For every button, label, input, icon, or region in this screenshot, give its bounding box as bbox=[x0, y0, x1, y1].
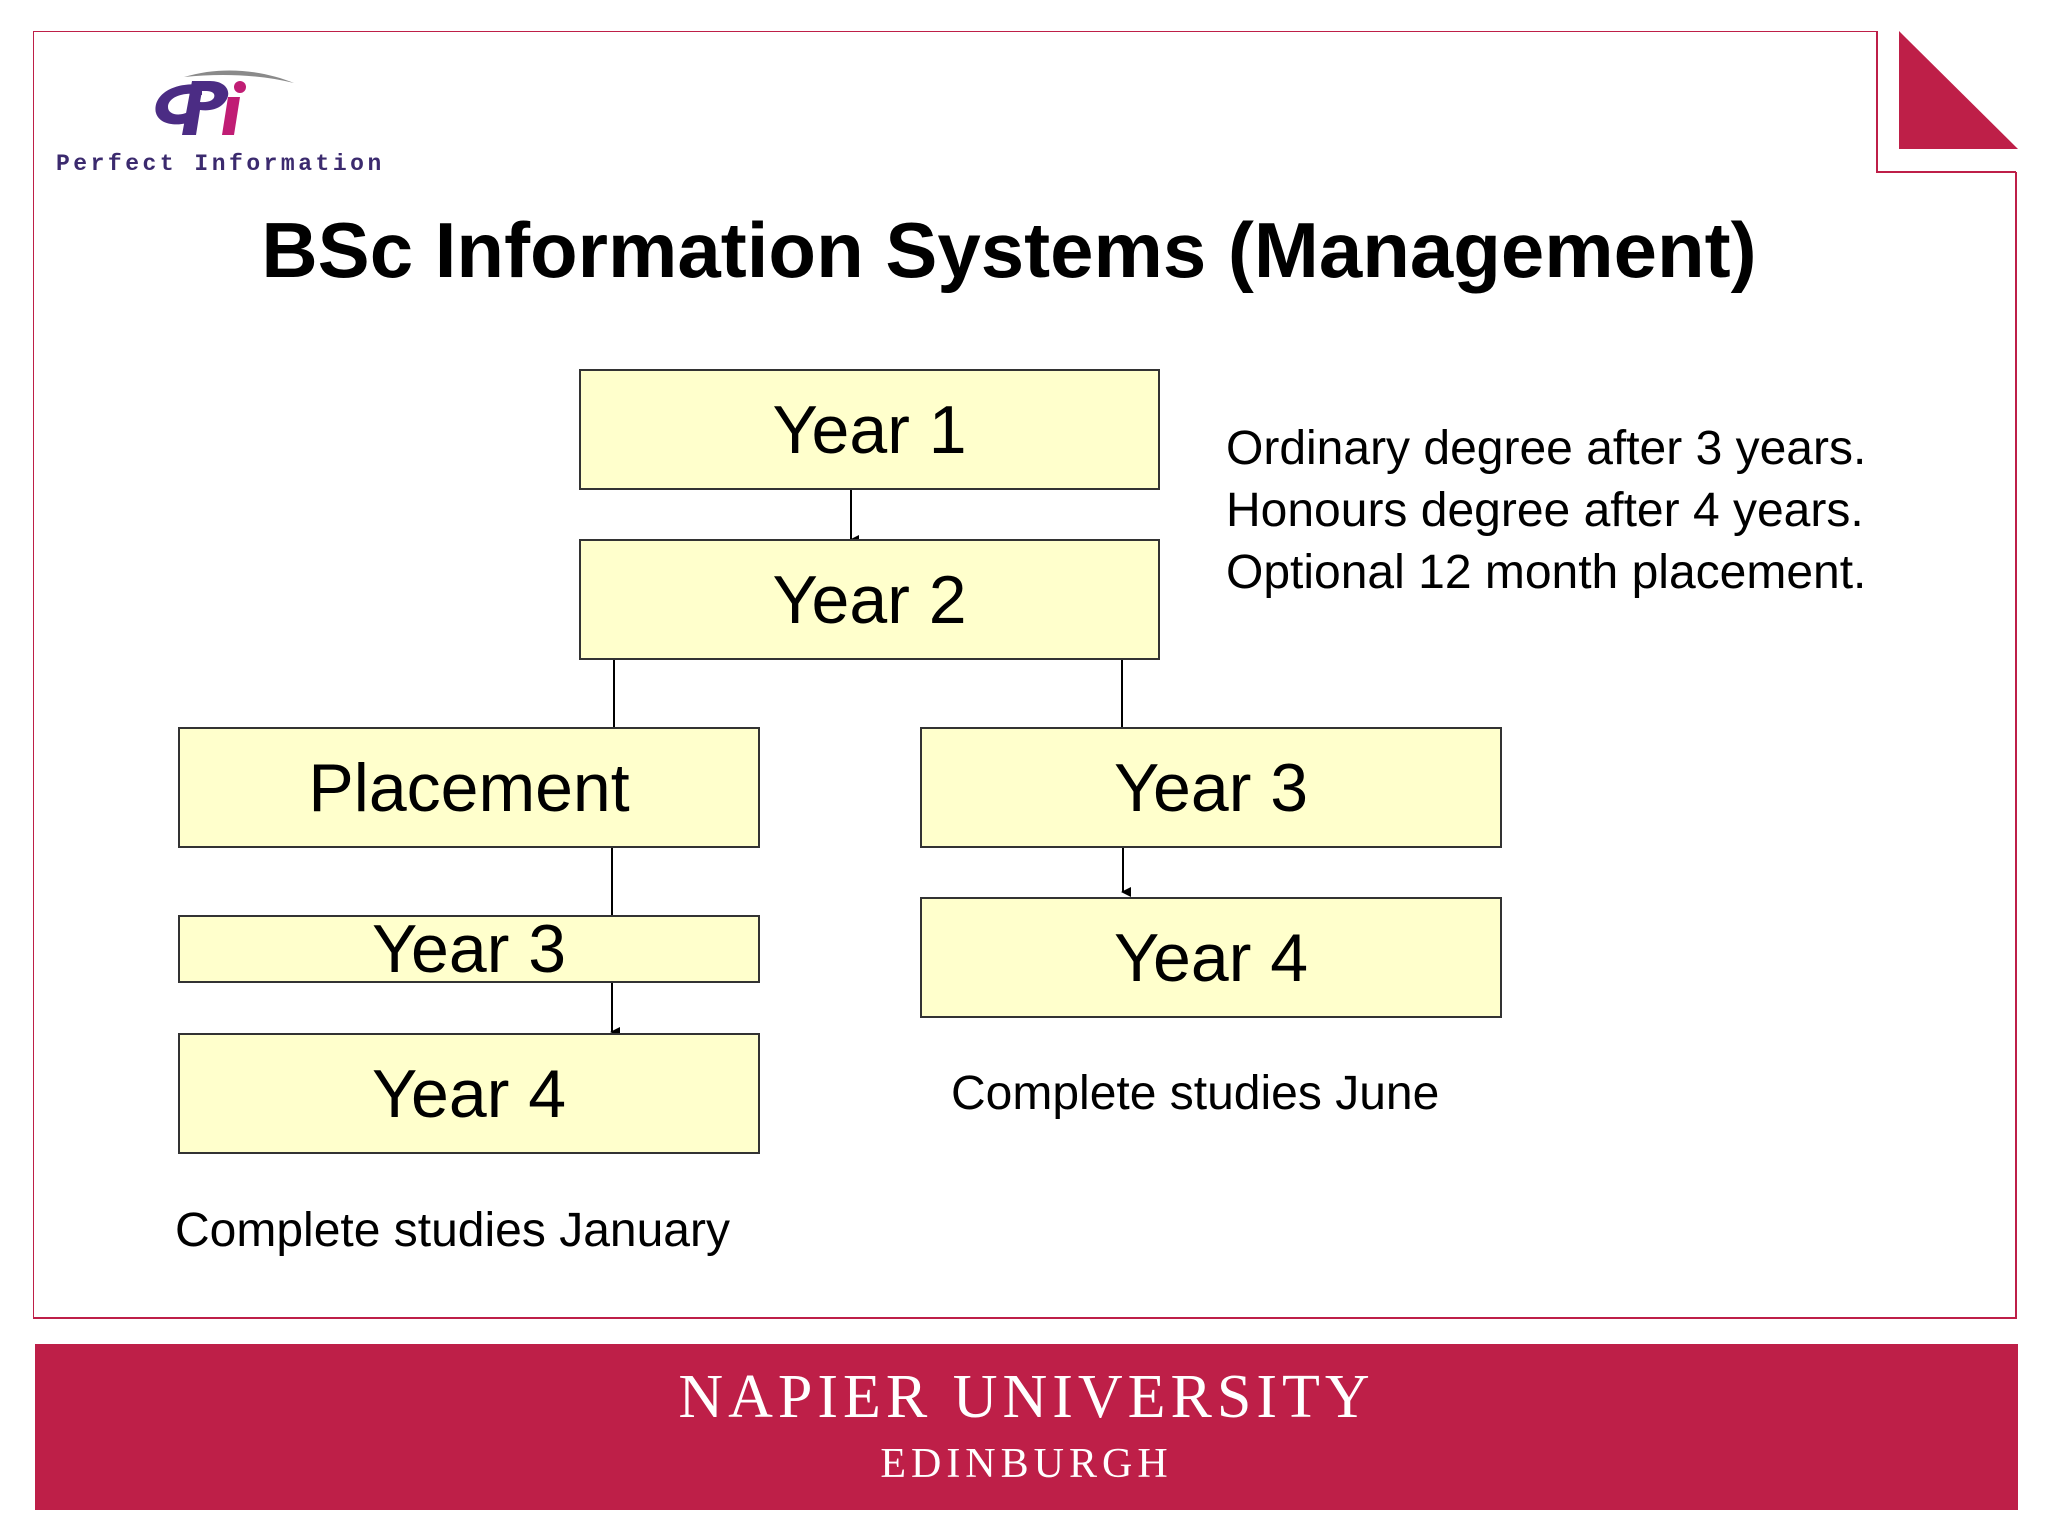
node-year4-right: Year 4 bbox=[920, 897, 1502, 1018]
note-line: Honours degree after 4 years. bbox=[1226, 484, 1864, 537]
slide-title: BSc Information Systems (Management) bbox=[261, 206, 1757, 294]
node-year3-right: Year 3 bbox=[920, 727, 1502, 848]
note-line: Ordinary degree after 3 years. bbox=[1226, 422, 1867, 475]
node-year3-left: Year 3 bbox=[178, 915, 760, 983]
university-city: EDINBURGH bbox=[880, 1441, 1173, 1487]
node-year1: Year 1 bbox=[579, 369, 1160, 490]
node-year4-left: Year 4 bbox=[178, 1033, 760, 1154]
node-placement: Placement bbox=[178, 727, 760, 848]
node-year2: Year 2 bbox=[579, 539, 1160, 660]
degree-notes bbox=[1226, 418, 1866, 604]
footer-banner bbox=[35, 1344, 2018, 1510]
logo-tagline: Perfect Information bbox=[56, 151, 385, 177]
university-name: NAPIER UNIVERSITY bbox=[678, 1363, 1375, 1431]
caption-left: Complete studies January bbox=[175, 1204, 730, 1257]
caption-right: Complete studies June bbox=[951, 1067, 1440, 1120]
note-line: Optional 12 month placement. bbox=[1226, 546, 1867, 599]
